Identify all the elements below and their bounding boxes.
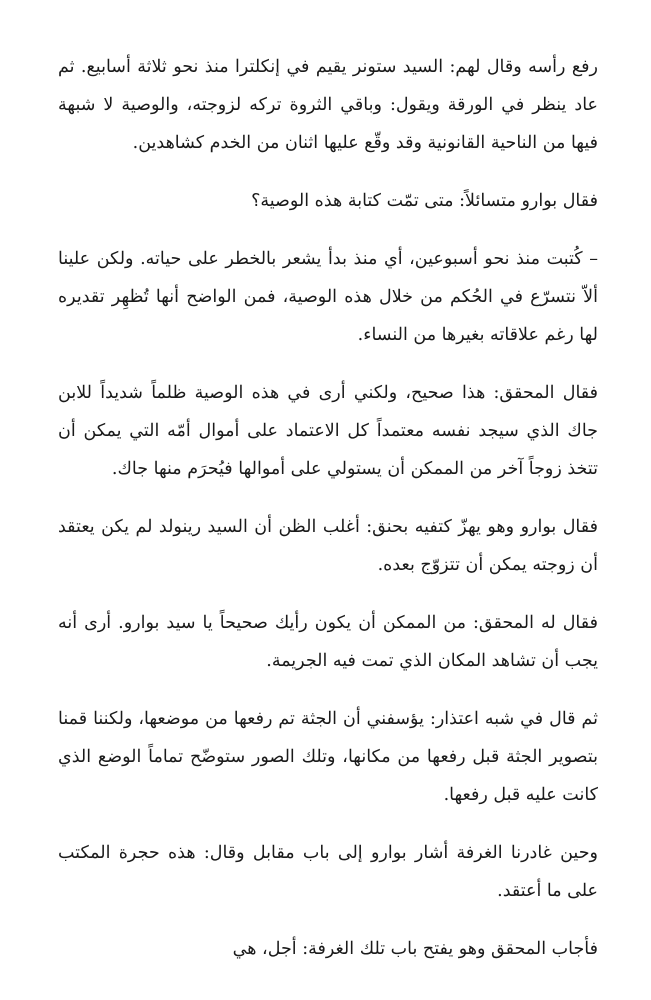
paragraph-6: فقال له المحقق: من الممكن أن يكون رأيك صحيحاً يا سيد بوارو. أرى أنه يجب أن تشاهد المكان الذي تمت فيه الجريمة. — [58, 613, 598, 671]
paragraph-5: فقال بوارو وهو يهزّ كتفيه بحنق: أغلب الظن أن السيد رينولد لم يكن يعتقد أن زوجته يمكن أن تتزوّج بعده. — [58, 517, 598, 575]
paragraph-7: ثم قال في شبه اعتذار: يؤسفني أن الجثة تم رفعها من موضعها، ولكننا قمنا بتصوير الجثة قبل رفعها من مكانها، وتلك الصور ستوضّح تماماً الوضع الذي كانت عليه قبل رفعها. — [58, 709, 598, 805]
paragraph-4: فقال المحقق: هذا صحيح، ولكني أرى في هذه الوصية ظلماً شديداً للابن جاك الذي سيجد نفسه معتمداً كل الاعتماد على أموال أمّه التي يمكن أن تتخذ زوجاً آخر من الممكن أن يستولي على أموالها فيُحرَم منها جاك. — [58, 383, 598, 479]
paragraph-9: فأجاب المحقق وهو يفتح باب تلك الغرفة: أجل، هي — [232, 939, 598, 959]
paragraph-1: رفع رأسه وقال لهم: السيد ستونر يقيم في إنكلترا منذ نحو ثلاثة أسابيع. ثم عاد ينظر في الورقة ويقول: وباقي الثروة تركه لزوجته، والوصية لا شبهة فيها من الناحية القانونية وقد وقّع عليها اثنان من الخدم كشاهدين. — [58, 57, 598, 153]
paragraph-8: وحين غادرنا الغرفة أشار بوارو إلى باب مقابل وقال: هذه حجرة المكتب على ما أعتقد. — [58, 843, 598, 901]
book-page — [58, 48, 598, 968]
paragraph-3: – كُتبت منذ نحو أسبوعين، أي منذ بدأ يشعر بالخطر على حياته. ولكن علينا ألاّ نتسرّع في الحُكم من خلال هذه الوصية، فمن الواضح أنها تُظهِر تقديره لها رغم علاقاته بغيرها من النساء. — [58, 249, 598, 345]
paragraph-2: فقال بوارو متسائلاً: متى تمّت كتابة هذه الوصية؟ — [251, 191, 598, 211]
